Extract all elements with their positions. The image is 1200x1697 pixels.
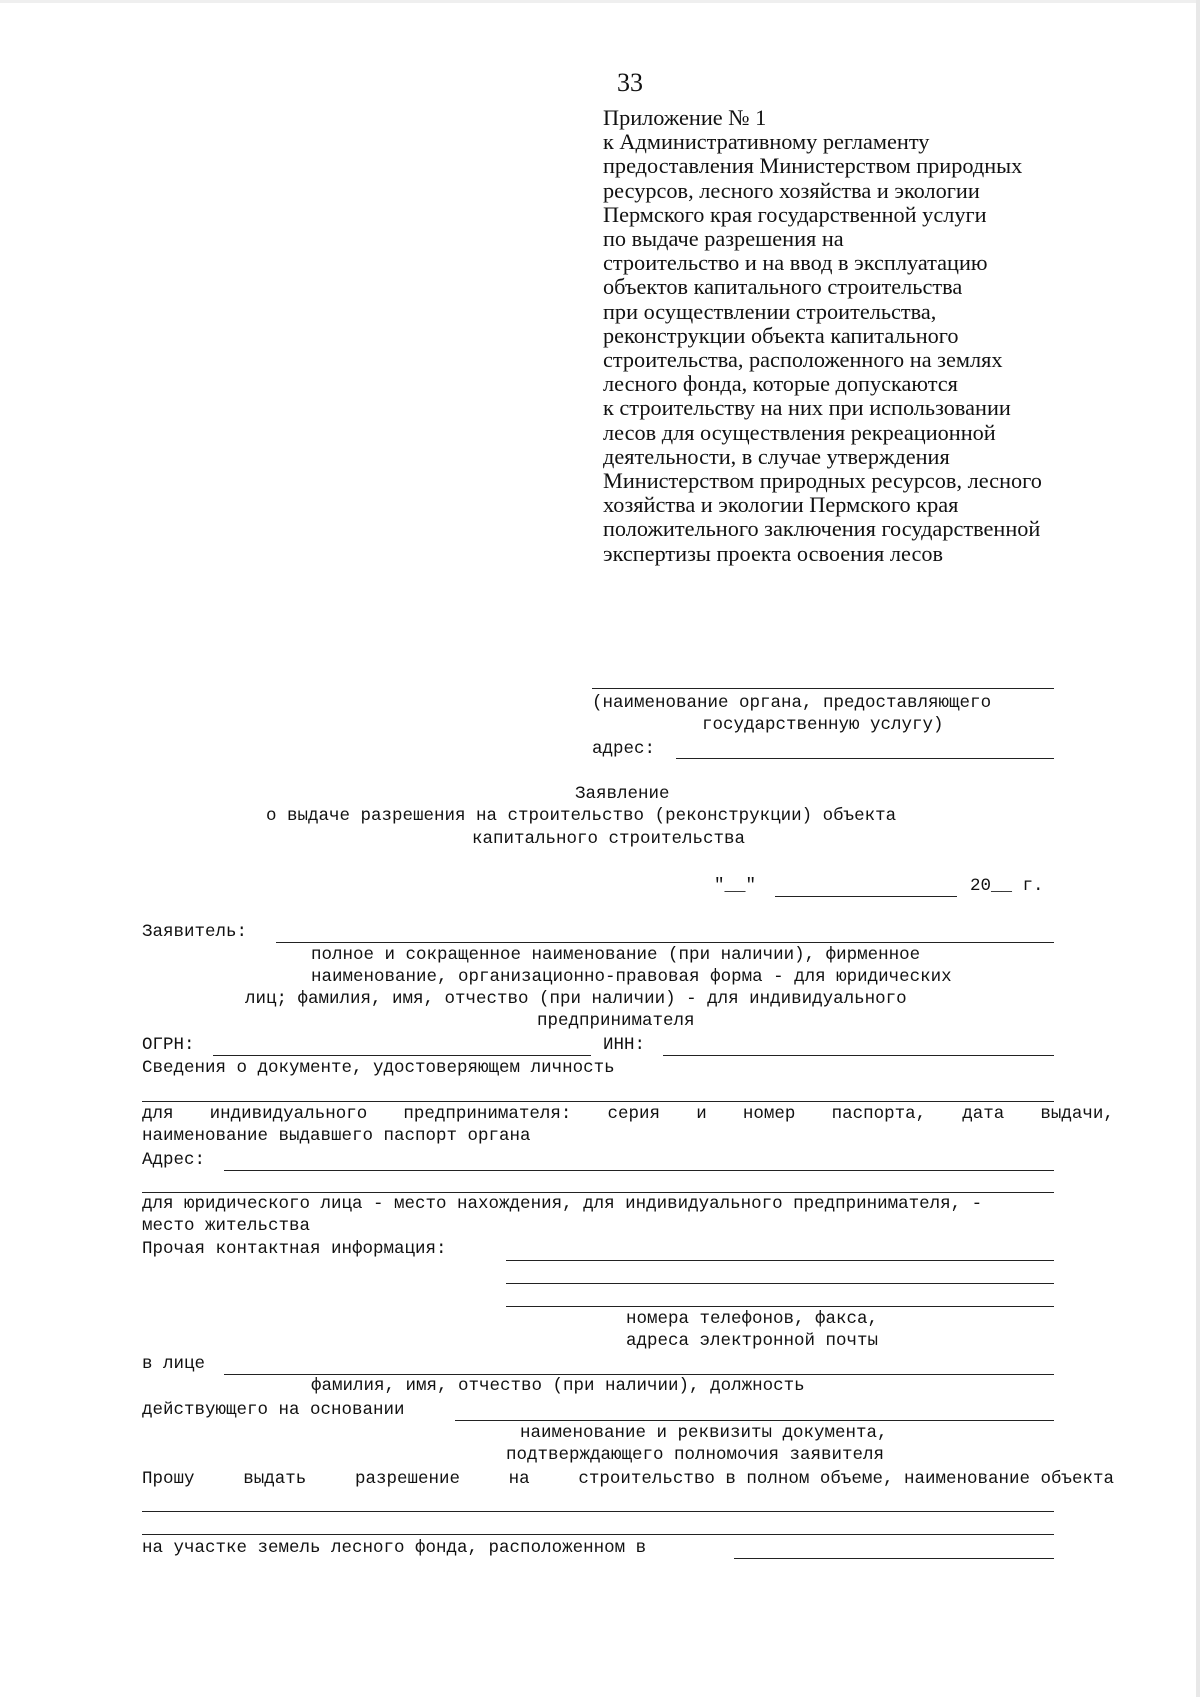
address-field[interactable] [224,1170,1054,1171]
inn-label: ИНН: [603,1035,646,1055]
authority-address-label: адрес: [592,739,656,759]
representative-caption: фамилия, имя, отчество (при наличии), должность [311,1376,805,1396]
contacts-label: Прочая контактная информация: [142,1239,447,1259]
caption-word: паспорта, [831,1104,927,1124]
appendix-line: положительного заключения государственной [603,516,1041,542]
inn-field[interactable] [663,1055,1054,1056]
id-document-label: Сведения о документе, удостоверяющем личность [142,1058,615,1078]
appendix-line: Приложение № 1 [603,105,767,130]
caption-word: индивидуального [209,1104,368,1124]
caption-word: для [142,1104,174,1124]
appendix-header [603,106,1042,566]
applicant-caption: предпринимателя [537,1011,695,1031]
statement-subtitle: о выдаче разрешения на строительство (реконструкции) объекта [266,806,897,826]
representative-field[interactable] [224,1374,1054,1375]
caption-word: предпринимателя: [403,1104,572,1124]
address-caption: для юридического лица - место нахождения, для индивидуального предпринимателя, - [142,1194,983,1214]
date-day-field[interactable]: "__" [714,876,757,896]
appendix-line: строительства, расположенного на землях [603,347,1003,373]
appendix-line: лесов для осуществления рекреационной [603,419,996,445]
appendix-line: лесного фонда, которые допускаются [603,371,958,397]
contacts-caption: номера телефонов, факса, [626,1309,879,1329]
appendix-line: хозяйства и экологии Пермского края [603,492,959,518]
authority-address-field[interactable] [676,758,1054,759]
authority-caption: государственную услугу) [702,715,944,735]
caption-word: номер [742,1104,796,1124]
id-document-caption [142,1104,1114,1124]
appendix-line: деятельности, в случае утверждения [603,443,950,469]
authority-name-line [592,688,1054,689]
appendix-line: реконструкции объекта капитального [603,322,959,348]
caption-word: дата [962,1104,1005,1124]
appendix-line: строительство и на ввод в эксплуатацию [603,250,988,276]
address-field-continued[interactable] [142,1192,1054,1193]
request-word: строительство в полном объеме, наименование объекта [578,1469,1114,1489]
plot-location-field[interactable] [734,1558,1054,1559]
contacts-caption: адреса электронной почты [626,1331,879,1351]
applicant-caption: лиц; фамилия, имя, отчество (при наличии) - для индивидуального [245,989,907,1009]
contacts-field[interactable] [506,1283,1054,1284]
caption-word: выдачи, [1040,1104,1114,1124]
request-word: выдать [243,1469,307,1489]
applicant-caption: наименование, организационно-правовая форма - для юридических [311,967,952,987]
basis-label: действующего на основании [142,1400,405,1420]
appendix-line: экспертизы проекта освоения лесов [603,540,944,566]
ogrn-label: ОГРН: [142,1035,195,1055]
date-month-field[interactable] [775,896,957,897]
appendix-line: Министерством природных ресурсов, лесного [603,468,1042,494]
request-word: на [508,1469,530,1489]
appendix-line: предоставления Министерством природных [603,153,1023,179]
scan-top-edge [0,0,1200,3]
statement-title: Заявление [575,784,670,804]
appendix-line: к Административному регламенту [603,129,930,155]
statement-subtitle: капитального строительства [472,829,746,849]
applicant-field[interactable] [276,942,1054,943]
object-name-field[interactable] [142,1511,1054,1512]
appendix-line: Пермского края государственной услуги [603,201,987,227]
request-word: Прошу [142,1469,195,1489]
ogrn-field[interactable] [213,1055,591,1056]
request-text [142,1469,1114,1489]
id-document-field[interactable] [142,1101,1054,1102]
appendix-line: при осуществлении строительства, [603,298,937,324]
caption-word: серия [607,1104,661,1124]
appendix-line: объектов капитального строительства [603,274,963,300]
scan-right-edge [1196,0,1200,1697]
date-year-field[interactable]: 20__ г. [970,876,1044,896]
applicant-label: Заявитель: [142,922,248,942]
plot-location-label: на участке земель лесного фонда, расположенном в [142,1538,647,1558]
basis-field[interactable] [455,1420,1054,1421]
appendix-line: по выдаче разрешения на [603,226,844,252]
appendix-line: ресурсов, лесного хозяйства и экологии [603,177,980,203]
authority-caption: (наименование органа, предоставляющего [592,693,992,713]
contacts-field[interactable] [506,1306,1054,1307]
id-document-caption: наименование выдавшего паспорт органа [142,1126,531,1146]
address-caption: место жительства [142,1216,311,1236]
address-label: Адрес: [142,1150,206,1170]
appendix-line: к строительству на них при использовании [603,395,1011,421]
page-number: 33 [617,68,643,97]
basis-caption: подтверждающего полномочия заявителя [506,1445,885,1465]
request-word: разрешение [354,1469,460,1489]
object-name-field[interactable] [142,1534,1054,1535]
caption-word: и [696,1104,707,1124]
basis-caption: наименование и реквизиты документа, [520,1423,888,1443]
applicant-caption: полное и сокращенное наименование (при наличии), фирменное [311,945,921,965]
contacts-field[interactable] [506,1260,1054,1261]
representative-label: в лице [142,1354,206,1374]
